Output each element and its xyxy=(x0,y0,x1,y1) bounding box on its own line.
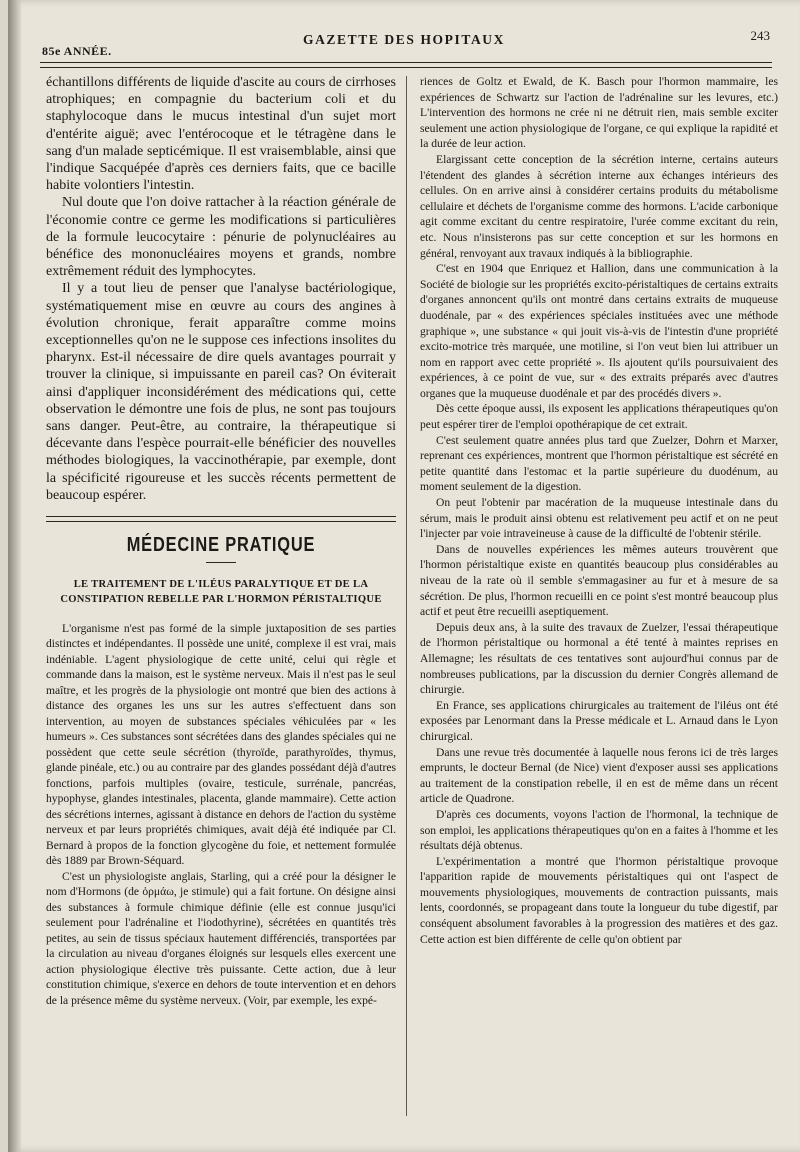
newspaper-page xyxy=(8,0,800,1152)
issue-year: 85e ANNÉE. xyxy=(42,44,112,58)
body-paragraph: Il y a tout lieu de penser que l'analyse bactériologique, systématiquement mise en œuvre au cours des angines à évolution chronique, ferait apparaître comme moins exceptionnelles qu'on ne le suppose ces infections insolites du pharynx. Est-il nécessaire de dire quels avantages pourrait y trouver la clinique, si impuissante en pareil cas? On éviterait ainsi d'appliquer inconsidérément des médications qui, cette observation le démontre une fois de plus, ne sont pas toujours sans danger. Peut-être, au contraire, la thérapeutique si décevante dans l'espèce pourrait-elle bénéficier des nouvelles méthodes biologiques, la vaccinothérapie, par exemple, dont la spécificité rigoureuse et les succès récents permettent de beaucoup espérer. xyxy=(46,281,396,503)
header-rule xyxy=(40,62,772,68)
binding-gutter xyxy=(8,0,22,1152)
body-paragraph: On peut l'obtenir par macération de la muqueuse intestinale dans du sérum, mais le produit ainsi obtenu est relativement peu actif et on ne peut l'injecter par voie intraveineuse à cause de la difficulté de l'obtenir stérile. xyxy=(420,496,778,541)
body-paragraph: Nul doute que l'on doive rattacher à la réaction générale de l'économie contre ce germe les modifications si particulières de la formule leucocytaire : pénurie de polynucléaires au bénéfice des mononucléaires moyens et grands, nombre extrêmement réduit des lymphocytes. xyxy=(46,195,396,280)
left-column xyxy=(46,74,396,1008)
journal-title: GAZETTE DES HOPITAUX xyxy=(302,32,506,47)
body-paragraph: Depuis deux ans, à la suite des travaux de Zuelzer, l'essai thérapeutique de l'hormon péristaltique ou hormonal a été tenté à maintes reprises en Allemagne; les résultats de ces tentatives sont aujourd'hui connus par de nombreuses publications, par la discussion du dernier Congrès allemand de chirurgie. xyxy=(420,620,778,697)
body-paragraph: échantillons différents de liquide d'ascite au cours de cirrhoses atrophiques; en compagnie du bacterium coli et du staphylocoque dans le mucus intestinal d'un sujet mort d'entérite aiguë; avec l'entérocoque et le tétragène dans le sang d'un malade septicémique. Il est vraisemblable, ainsi que l'indique Sacquépée d'après ces derniers faits, que ce bacille habite volontiers l'intestin. xyxy=(46,75,396,194)
section-title: MÉDECINE PRATIQUE xyxy=(126,534,316,557)
body-paragraph: Dans de nouvelles expériences les mêmes auteurs trouvèrent que l'hormon péristaltique existe en quantités beaucoup plus considérables au niveau de la rate où il semble s'emmagasiner au fur et à mesure de sa sécrétion. De plus, l'hormon recueilli en ce point s'est montré beaucoup plus actif et peut être recueilli aseptiquement. xyxy=(420,542,778,619)
body-paragraph: C'est en 1904 que Enriquez et Hallion, dans une communication à la Société de biologie sur les propriétés excito-péristaltiques de certains extraits d'organes annoncent qu'ils ont montré dans certains extraits de muqueuse duodénale, par « des expériences spéciales instituées avec une méthode graphique », une substance « qui jouit vis-à-vis de l'intestin d'une propriété excito-motrice très marquée, une motiline, si l'on veut bien lui attribuer un nom en rapport avec cette propriété ». Ils ajoutent qu'ils poursuivaient des expériences, à ce point de vue, sur « des extraits préparés avec d'autres organes que la muqueuse duodénale et par des procédés divers ». xyxy=(420,262,778,400)
page-number: 243 xyxy=(750,28,770,43)
body-paragraph: C'est seulement quatre années plus tard que Zuelzer, Dohrn et Marxer, reprenant ces expériences, montrent que l'hormon péristaltique est sécrété en petite quantité dans l'estomac et la partie supérieure du duodénum, au moment seulement de la digestion. xyxy=(420,433,778,494)
body-paragraph: Dans une revue très documentée à laquelle nous ferons ici de très larges emprunts, le docteur Bernal (de Nice) vient d'exposer aussi ses applications au traitement de la constipation rebelle, il en est de même dans un récent article de Quadrone. xyxy=(420,745,778,806)
body-paragraph: L'organisme n'est pas formé de la simple juxtaposition de ses parties distinctes et indépendantes. Il possède une unité, complexe il est vrai, mais indéniable. L'agent physiologique de cette unité, celui qui règle et commande dans la maison, est le système nerveux. Mais il n'est pas le seul maître, et les progrès de la physiologie ont montré que bien des actions à distance des organes les uns sur les autres s'effectuent dans son intervention, au moyen de substances spéciales véhiculées par « les humeurs ». Ces substances sont sécrétées dans des glandes spéciales qui ne possèdent que cette seule sécrétion (thyroïde, parathyroïdes, thymus, glande pinéale, etc.) ou au contraire par des glandes possédant déjà d'autres fonctions, parfois multiples (ovaire, testicule, surrénale, pancréas, hypophyse, glandes intestinales, placenta, glande mammaire). Cette action des sécrétions internes, agissant à distance en dehors de l'action du système nerveux et par leurs propriétés chimiques, avait déjà été indiquée par Cl. Bernard à propos de la fonction glycogène du foie, et nettement formulée dès 1889 par Brown-Séquard. xyxy=(46,621,396,868)
body-paragraph: Elargissant cette conception de la sécrétion interne, certains auteurs l'étendent des glandes à sécrétion interne aux échanges intérieurs des cellules. On en arrive ainsi à considérer certains produits du métabolisme cellulaire et déchets de l'organisme comme des hormons. L'acide carbonique agit comme excitant du centre respiratoire, l'urée comme excitant du rein, etc. Nous n'insisterons pas sur cette conception et sur les hormons en général, renvoyant aux travaux indiqués à la bibliographie. xyxy=(420,152,778,260)
body-paragraph: C'est un physiologiste anglais, Starling, qui a créé pour la désigner le nom d'Hormons (de ὁρμάω, je stimule) qui a fait fortune. On désigne ainsi des substances à formule chimique définie (elle est connue jusqu'ici seulement pour l'adrénaline et l'iodothyrine), sécrétées en quantités très petites, au sein de tissus spéciaux hautement différenciés, transportées par la circulation au niveau d'organes éloignés sur lesquels elles exercent une action physiologique élective très puissante. Cette action, due à leur constitution chimique, s'exerce en dehors de toute intervention et en dehors de la présence même du système nerveux. (Voir, par exemple, les expé- xyxy=(46,869,396,1007)
body-paragraph: Dès cette époque aussi, ils exposent les applications thérapeutiques qu'on peut espérer tirer de l'emploi opothérapique de cet extrait. xyxy=(420,402,778,432)
section-divider xyxy=(46,516,396,522)
right-column xyxy=(420,74,778,947)
body-paragraph: L'expérimentation a montré que l'hormon péristaltique provoque l'apparition rapide de mouvements péristaltiques qui ont l'aspect de mouvements physiologiques, mouvements de contraction puissants, mais lents, coordonnés, se propageant dans toute la longueur du tube digestif, par conséquent absolument favorables à la progression des matières et des gaz. Cette action est bien différente de celle qu'on obtient par xyxy=(420,854,778,946)
body-paragraph: D'après ces documents, voyons l'action de l'hormonal, la technique de son emploi, les applications thérapeutiques qu'on en a faites à l'homme et les résultats déjà obtenus. xyxy=(420,807,778,853)
article-title: LE TRAITEMENT DE L'ILÉUS PARALYTIQUE ET DE LA CONSTIPATION REBELLE PAR L'HORMON PÉRISTALTIQUE xyxy=(60,578,382,605)
column-divider xyxy=(406,76,407,1116)
body-paragraph: En France, ses applications chirurgicales au traitement de l'iléus ont été exposées par Lenormant dans la Presse médicale et L. Arnaud dans le Lyon chirurgical. xyxy=(420,698,778,743)
body-paragraph: riences de Goltz et Ewald, de K. Basch pour l'hormon mammaire, les expériences de Schwartz sur l'action de l'adrénaline sur les levures, etc.) L'intervention des hormons ne crée ni ne détruit rien, mais semble exciter seulement une action physiologique de l'organe, ce qui explique la rapidité et la durée de leur action. xyxy=(420,75,778,151)
title-rule xyxy=(206,562,236,563)
